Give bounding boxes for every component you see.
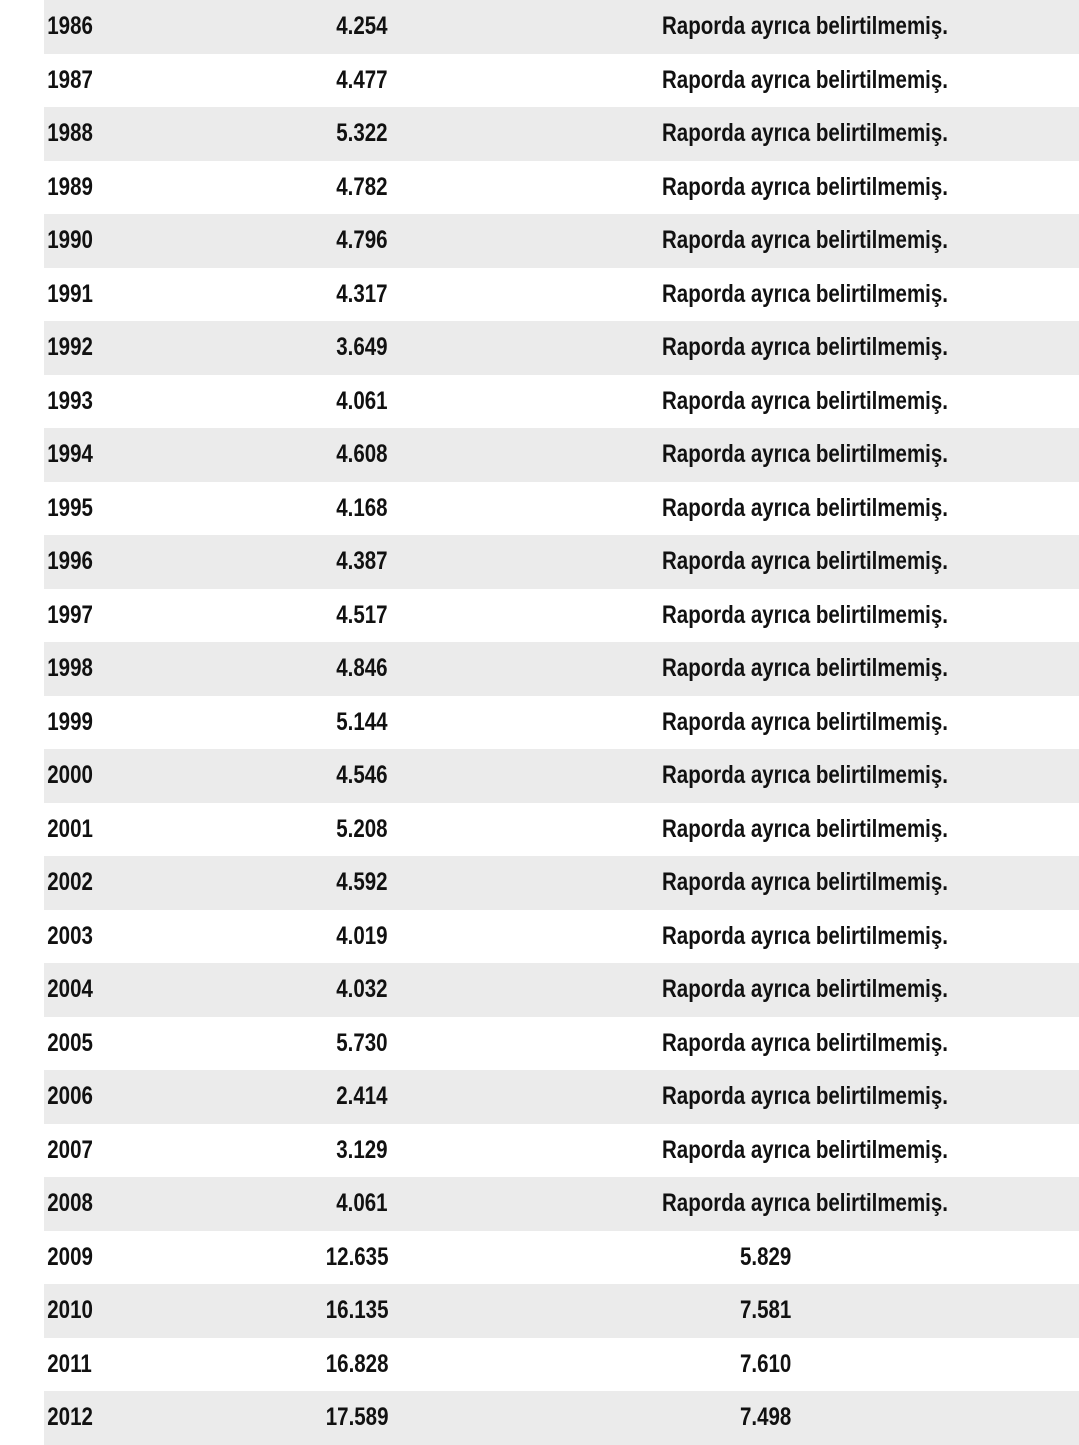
year-cell: 2011 xyxy=(47,1349,92,1378)
value-a-text: 4.061 xyxy=(336,386,388,415)
value-a-cell xyxy=(248,321,388,375)
value-b-text: Raporda ayrıca belirtilmemiş. xyxy=(662,761,948,790)
year-cell: 1989 xyxy=(47,172,93,201)
value-b-text: 5.829 xyxy=(740,1242,792,1271)
year-cell: 1988 xyxy=(47,119,93,148)
table-row xyxy=(44,1231,1079,1285)
value-a-cell xyxy=(248,910,388,964)
value-a-cell xyxy=(248,428,388,482)
value-b-text: 7.498 xyxy=(740,1403,792,1432)
table-row xyxy=(44,1338,1079,1392)
value-b-cell xyxy=(388,214,1079,268)
value-a-text: 5.208 xyxy=(336,814,388,843)
year-cell: 2003 xyxy=(47,921,93,950)
value-b-text: 7.581 xyxy=(740,1296,792,1325)
value-b-text: Raporda ayrıca belirtilmemiş. xyxy=(662,65,948,94)
value-b-cell xyxy=(388,1017,1079,1071)
year-cell: 1998 xyxy=(47,654,93,683)
table-row xyxy=(44,910,1079,964)
table-row xyxy=(44,963,1079,1017)
value-b-cell xyxy=(388,428,1079,482)
value-b-cell xyxy=(388,161,1079,215)
value-a-text: 2.414 xyxy=(336,1082,388,1111)
value-b-cell xyxy=(388,375,1079,429)
value-a-cell xyxy=(248,589,388,643)
value-a-text: 3.129 xyxy=(336,1135,388,1164)
value-a-cell xyxy=(248,856,388,910)
value-a-text: 4.846 xyxy=(336,654,388,683)
table-row xyxy=(44,1391,1079,1445)
value-a-cell xyxy=(248,963,388,1017)
value-a-cell xyxy=(248,1338,388,1392)
value-b-text: Raporda ayrıca belirtilmemiş. xyxy=(662,600,948,629)
value-b-text: Raporda ayrıca belirtilmemiş. xyxy=(662,654,948,683)
value-a-cell xyxy=(248,1177,388,1231)
value-b-text: 7.610 xyxy=(740,1349,792,1378)
table-row xyxy=(44,321,1079,375)
value-a-cell xyxy=(248,696,388,750)
value-a-text: 12.635 xyxy=(325,1242,388,1271)
value-a-text: 4.168 xyxy=(336,493,388,522)
value-b-cell xyxy=(388,963,1079,1017)
value-b-text: Raporda ayrıca belirtilmemiş. xyxy=(662,975,948,1004)
value-a-cell xyxy=(248,482,388,536)
value-a-text: 5.730 xyxy=(336,1028,388,1057)
value-b-text: Raporda ayrıca belirtilmemiş. xyxy=(662,440,948,469)
value-b-text: Raporda ayrıca belirtilmemiş. xyxy=(662,814,948,843)
value-a-text: 17.589 xyxy=(325,1403,388,1432)
value-a-text: 4.608 xyxy=(336,440,388,469)
value-b-cell xyxy=(388,1391,1079,1445)
value-b-cell xyxy=(388,321,1079,375)
value-b-text: Raporda ayrıca belirtilmemiş. xyxy=(662,547,948,576)
value-a-text: 4.317 xyxy=(336,279,388,308)
value-b-cell xyxy=(388,268,1079,322)
year-cell: 1991 xyxy=(47,279,93,308)
value-a-cell xyxy=(248,54,388,108)
table-row xyxy=(44,589,1079,643)
year-cell: 2000 xyxy=(47,761,93,790)
value-a-cell xyxy=(248,535,388,589)
value-a-text: 4.019 xyxy=(336,921,388,950)
value-b-cell xyxy=(388,910,1079,964)
value-a-text: 4.592 xyxy=(336,868,388,897)
year-cell: 1990 xyxy=(47,226,93,255)
value-b-cell xyxy=(388,856,1079,910)
table-row xyxy=(44,268,1079,322)
year-cell: 1987 xyxy=(47,65,93,94)
year-cell: 2010 xyxy=(47,1296,93,1325)
value-b-text: Raporda ayrıca belirtilmemiş. xyxy=(662,707,948,736)
table-row xyxy=(44,375,1079,429)
value-b-text: Raporda ayrıca belirtilmemiş. xyxy=(662,172,948,201)
value-a-cell xyxy=(248,214,388,268)
value-a-text: 4.517 xyxy=(336,600,388,629)
value-b-cell xyxy=(388,642,1079,696)
value-b-cell xyxy=(388,535,1079,589)
table-row xyxy=(44,1017,1079,1071)
value-b-text: Raporda ayrıca belirtilmemiş. xyxy=(662,868,948,897)
table-row xyxy=(44,161,1079,215)
value-b-text: Raporda ayrıca belirtilmemiş. xyxy=(662,119,948,148)
value-a-cell xyxy=(248,1391,388,1445)
value-b-cell xyxy=(388,482,1079,536)
value-a-cell xyxy=(248,1124,388,1178)
table-row xyxy=(44,803,1079,857)
table-row xyxy=(44,696,1079,750)
value-b-text: Raporda ayrıca belirtilmemiş. xyxy=(662,921,948,950)
table-row xyxy=(44,642,1079,696)
value-a-text: 5.144 xyxy=(336,707,388,736)
value-a-text: 16.135 xyxy=(325,1296,388,1325)
value-a-text: 3.649 xyxy=(336,333,388,362)
value-a-cell xyxy=(248,1231,388,1285)
year-cell: 1986 xyxy=(47,12,93,41)
table-row xyxy=(44,1124,1079,1178)
year-cell: 1994 xyxy=(47,440,93,469)
value-b-cell xyxy=(388,1070,1079,1124)
year-cell: 1997 xyxy=(47,600,93,629)
value-b-cell xyxy=(388,749,1079,803)
value-b-text: Raporda ayrıca belirtilmemiş. xyxy=(662,1189,948,1218)
value-a-text: 4.254 xyxy=(336,12,388,41)
value-a-cell xyxy=(248,0,388,54)
value-b-text: Raporda ayrıca belirtilmemiş. xyxy=(662,12,948,41)
value-a-text: 4.782 xyxy=(336,172,388,201)
value-a-cell xyxy=(248,1070,388,1124)
value-b-cell xyxy=(388,589,1079,643)
data-table xyxy=(44,0,1079,1445)
year-cell: 2012 xyxy=(47,1403,93,1432)
table-row xyxy=(44,1070,1079,1124)
value-a-cell xyxy=(248,1017,388,1071)
table-row xyxy=(44,1284,1079,1338)
table-row xyxy=(44,482,1079,536)
value-b-cell xyxy=(388,1284,1079,1338)
year-cell: 1995 xyxy=(47,493,93,522)
value-b-cell xyxy=(388,1124,1079,1178)
value-a-cell xyxy=(248,803,388,857)
value-b-text: Raporda ayrıca belirtilmemiş. xyxy=(662,1028,948,1057)
value-b-text: Raporda ayrıca belirtilmemiş. xyxy=(662,493,948,522)
value-a-text: 4.546 xyxy=(336,761,388,790)
table-row xyxy=(44,428,1079,482)
value-a-cell xyxy=(248,268,388,322)
value-b-text: Raporda ayrıca belirtilmemiş. xyxy=(662,1082,948,1111)
value-b-text: Raporda ayrıca belirtilmemiş. xyxy=(662,279,948,308)
table-row xyxy=(44,535,1079,589)
table-row xyxy=(44,107,1079,161)
table-row xyxy=(44,0,1079,54)
value-b-text: Raporda ayrıca belirtilmemiş. xyxy=(662,226,948,255)
value-a-text: 5.322 xyxy=(336,119,388,148)
year-cell: 1992 xyxy=(47,333,93,362)
table-body xyxy=(44,0,1079,1445)
table-row xyxy=(44,749,1079,803)
year-cell: 2007 xyxy=(47,1135,93,1164)
value-b-cell xyxy=(388,1231,1079,1285)
table-row xyxy=(44,1177,1079,1231)
year-cell: 1993 xyxy=(47,386,93,415)
year-cell: 2001 xyxy=(47,814,93,843)
value-b-cell xyxy=(388,803,1079,857)
value-a-text: 16.828 xyxy=(325,1349,388,1378)
value-b-cell xyxy=(388,1177,1079,1231)
table-row xyxy=(44,856,1079,910)
value-a-cell xyxy=(248,749,388,803)
value-b-cell xyxy=(388,1338,1079,1392)
year-cell: 1999 xyxy=(47,707,93,736)
year-cell: 2004 xyxy=(47,975,93,1004)
value-a-cell xyxy=(248,161,388,215)
value-a-text: 4.477 xyxy=(336,65,388,94)
year-cell: 2009 xyxy=(47,1242,93,1271)
year-cell: 1996 xyxy=(47,547,93,576)
value-b-text: Raporda ayrıca belirtilmemiş. xyxy=(662,333,948,362)
value-b-cell xyxy=(388,54,1079,108)
value-a-text: 4.032 xyxy=(336,975,388,1004)
value-a-cell xyxy=(248,375,388,429)
value-a-cell xyxy=(248,107,388,161)
value-b-text: Raporda ayrıca belirtilmemiş. xyxy=(662,386,948,415)
value-b-cell xyxy=(388,0,1079,54)
value-a-cell xyxy=(248,1284,388,1338)
year-cell: 2008 xyxy=(47,1189,93,1218)
table-row xyxy=(44,214,1079,268)
year-cell: 2005 xyxy=(47,1028,93,1057)
value-b-text: Raporda ayrıca belirtilmemiş. xyxy=(662,1135,948,1164)
value-a-text: 4.796 xyxy=(336,226,388,255)
value-a-text: 4.387 xyxy=(336,547,388,576)
year-cell: 2002 xyxy=(47,868,93,897)
value-a-cell xyxy=(248,642,388,696)
table-row xyxy=(44,54,1079,108)
year-cell: 2006 xyxy=(47,1082,93,1111)
value-b-cell xyxy=(388,696,1079,750)
value-a-text: 4.061 xyxy=(336,1189,388,1218)
value-b-cell xyxy=(388,107,1079,161)
